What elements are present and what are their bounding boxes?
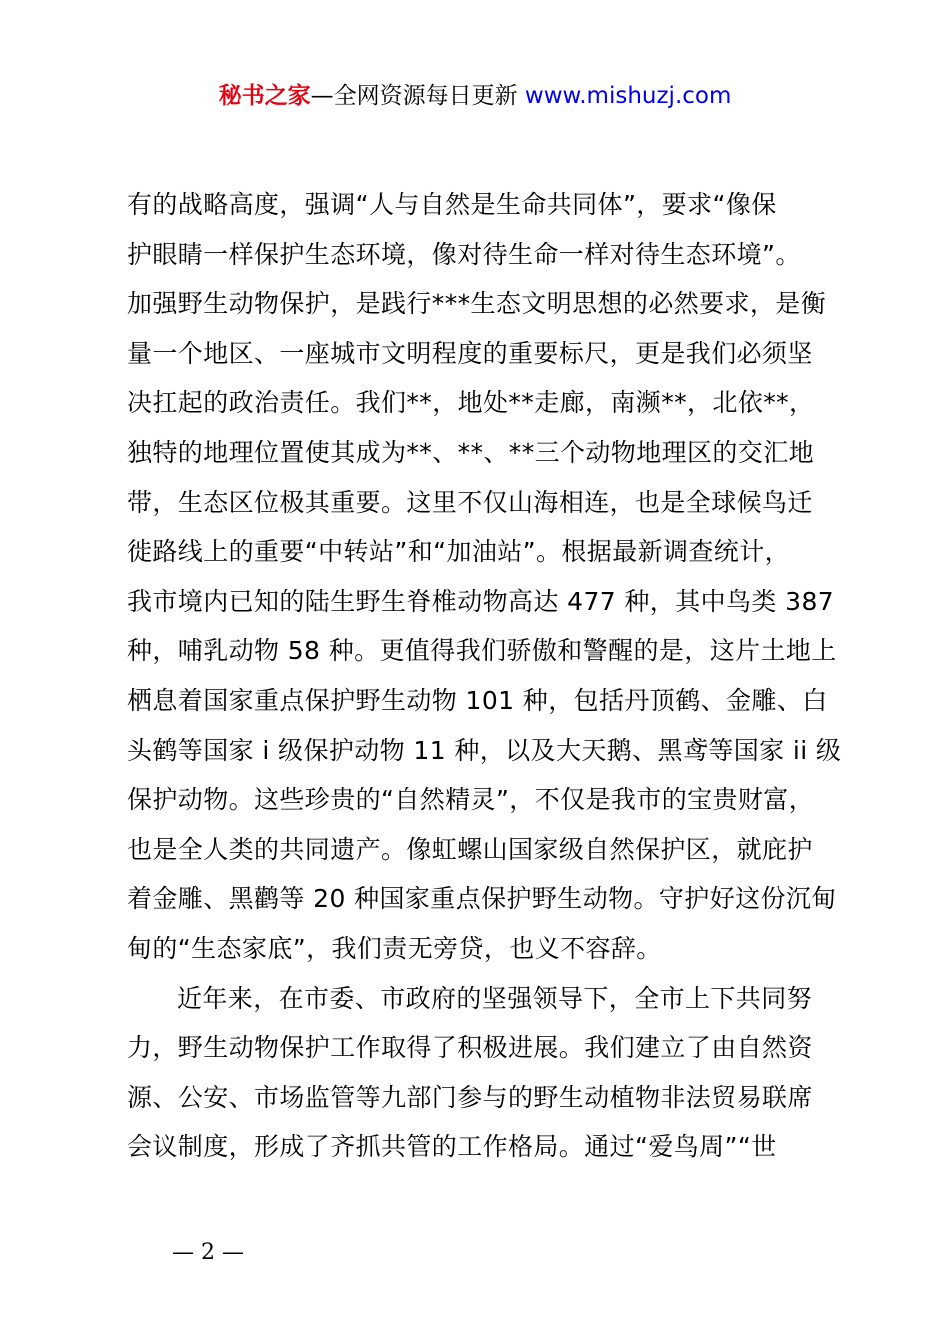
header-slogan: —全网资源每日更新 bbox=[310, 83, 518, 109]
text-line: 量一个地区、一座城市文明程度的重要标尺，更是我们必须坚 bbox=[127, 338, 813, 368]
text-line: 带，生态区位极其重要。这里不仅山海相连，也是全球候鸟迁 bbox=[127, 487, 813, 517]
text-line: 着金雕、黑鹳等 20 种国家重点保护野生动物。守护好这份沉甸 bbox=[127, 884, 837, 914]
brand-name: 秘书之家 bbox=[218, 83, 311, 109]
text-line: 种，哺乳动物 58 种。更值得我们骄傲和警醒的是，这片土地上 bbox=[127, 636, 837, 666]
text-line: 头鹤等国家 i 级保护动物 11 种，以及大天鹅、黑鸢等国家 ii 级 bbox=[127, 735, 842, 765]
site-header bbox=[0, 80, 950, 112]
text-line: 保护动物。这些珍贵的“自然精灵”，不仅是我市的宝贵财富， bbox=[127, 785, 815, 815]
text-line: 甸的“生态家底”，我们责无旁贷，也义不容辞。 bbox=[127, 933, 662, 963]
text-line: 独特的地理位置使其成为**、**、**三个动物地理区的交汇地 bbox=[127, 437, 815, 467]
text-line: 会议制度，形成了齐抓共管的工作格局。通过“爱鸟周”“世 bbox=[127, 1132, 777, 1162]
text-line: 我市境内已知的陆生野生脊椎动物高达 477 种，其中鸟类 387 bbox=[127, 586, 835, 616]
text-line: 源、公安、市场监管等九部门参与的野生动植物非法贸易联席 bbox=[127, 1082, 813, 1112]
text-line: 栖息着国家重点保护野生动物 101 种，包括丹顶鹤、金雕、白 bbox=[127, 685, 828, 715]
page-number: — 2 — bbox=[172, 1240, 244, 1265]
site-url-link[interactable]: www.mishuzj.com bbox=[524, 83, 732, 109]
document-body bbox=[127, 180, 842, 1172]
text-line: 护眼睛一样保护生态环境，像对待生命一样对待生态环境”。 bbox=[127, 239, 801, 269]
text-line: 徙路线上的重要“中转站”和“加油站”。根据最新调查统计， bbox=[127, 537, 791, 567]
paragraph-start-line: 近年来，在市委、市政府的坚强领导下，全市上下共同努 bbox=[177, 983, 813, 1013]
text-line: 力，野生动物保护工作取得了积极进展。我们建立了由自然资 bbox=[127, 1033, 813, 1063]
text-line: 也是全人类的共同遗产。像虹螺山国家级自然保护区，就庇护 bbox=[127, 834, 813, 864]
text-line: 有的战略高度，强调“人与自然是生命共同体”，要求“像保 bbox=[127, 190, 777, 219]
text-line: 加强野生动物保护，是践行***生态文明思想的必然要求，是衡 bbox=[127, 289, 827, 319]
text-line: 决扛起的政治责任。我们**，地处**走廊，南濒**，北依**， bbox=[127, 388, 815, 418]
